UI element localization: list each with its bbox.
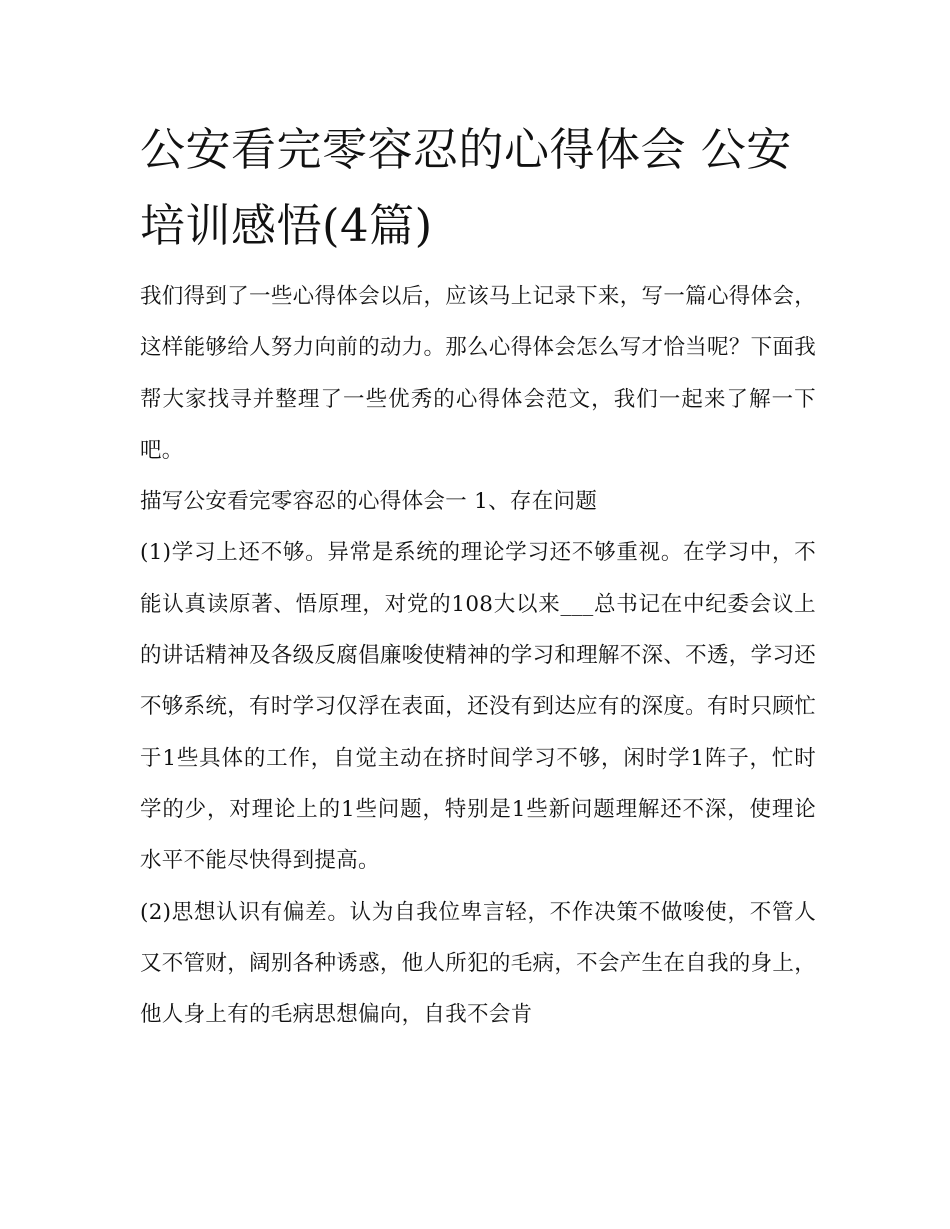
document-title: 公安看完零容忍的心得体会 公安培训感悟(4篇) — [140, 123, 792, 252]
document-page — [140, 112, 816, 1040]
section-heading: 描写公安看完零容忍的心得体会一 1、存在问题 — [140, 489, 598, 515]
body-paragraph-2: (2)思想认识有偏差。认为自我位卑言轻，不作决策不做唆使，不管人又不管财，阔别各种诱惑，他人所犯的毛病，不会产生在自我的身上，他人身上有的毛病思想偏向，自我不会肯 — [140, 899, 816, 1028]
intro-paragraph: 我们得到了一些心得体会以后，应该马上记录下来，写一篇心得体会，这样能够给人努力向前的动力。那么心得体会怎么写才恰当呢？下面我帮大家找寻并整理了一些优秀的心得体会范文，我们一起来了解一下吧。 — [140, 284, 816, 463]
body-paragraph-1: (1)学习上还不够。异常是系统的理论学习还不够重视。在学习中，不能认真读原著、悟原理，对党的108大以来___总书记在中纪委会议上的讲话精神及各级反腐倡廉唆使精神的学习和理解不深、不透，学习还不够系统，有时学习仅浮在表面，还没有到达应有的深度。有时只顾忙于1些具体的工作，自觉主动在挤时间学习不够，闲时学1阵子，忙时学的少，对理论上的1些问题，特别是1些新问题理解还不深，使理论水平不能尽快得到提高。 — [140, 540, 816, 874]
